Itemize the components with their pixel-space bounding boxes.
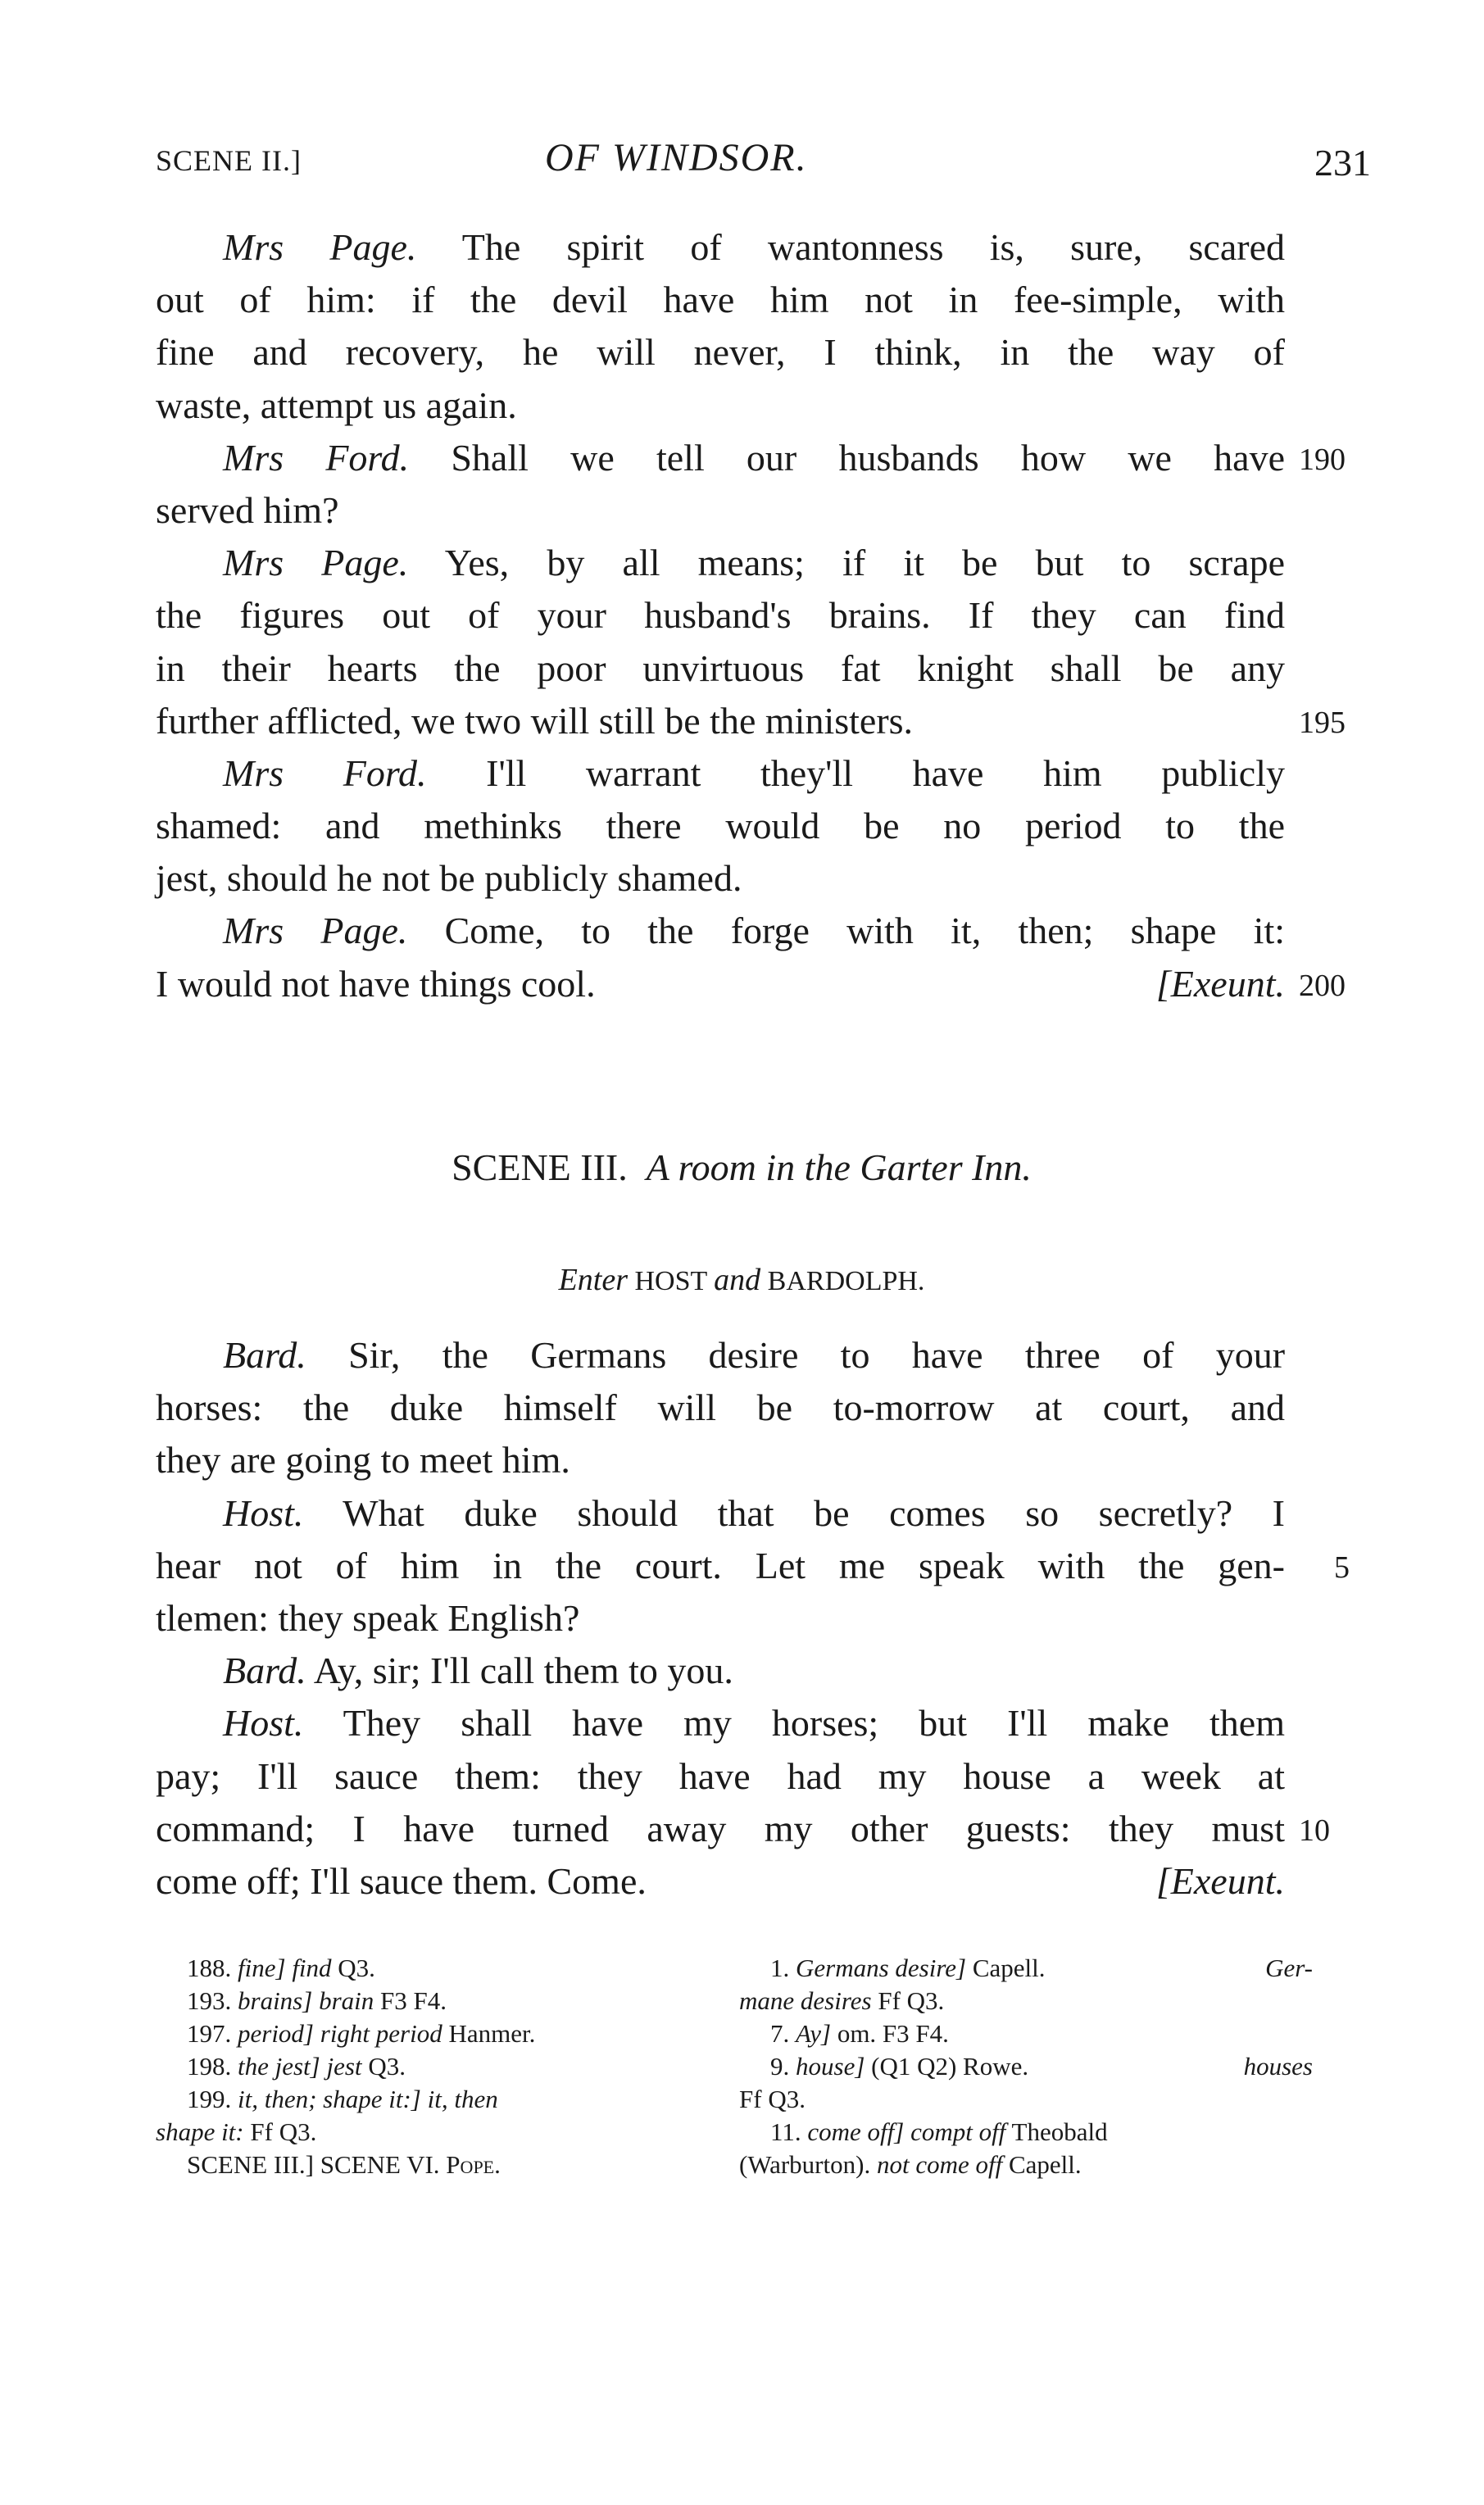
footnote-source: Ff Q3. xyxy=(739,2085,806,2113)
line-text: tlemen: they speak English? xyxy=(156,1596,580,1639)
scene-two-line xyxy=(156,852,1285,905)
line-content xyxy=(156,589,1285,642)
line-body xyxy=(156,852,742,905)
line-content xyxy=(156,379,1285,432)
footnote-line xyxy=(739,2149,1313,2181)
line-text: shamed: and methinks there would be no period to the xyxy=(156,805,1285,847)
line-text: out of him: if the devil have him not in fee-simple, with xyxy=(156,279,1285,321)
running-header-scene: SCENE II.] xyxy=(156,144,302,177)
footnote-tail: houses xyxy=(1243,2052,1313,2081)
line-content xyxy=(156,642,1285,695)
line-body xyxy=(156,1592,579,1645)
scene-three-line xyxy=(156,1803,1330,1855)
scene-two-line xyxy=(156,484,1285,537)
footnote-reading: it, then xyxy=(427,2085,498,2113)
footnote-tail: Ger- xyxy=(1265,1954,1313,1982)
footnote-line xyxy=(156,1985,713,2017)
line-content xyxy=(156,695,1285,747)
line-text: What duke should that be comes so secretly? I xyxy=(343,1491,1286,1534)
footnote-line xyxy=(156,1952,713,1985)
scene-two-line xyxy=(156,274,1285,326)
footnote-line xyxy=(739,1952,1313,1985)
footnotes-right-column xyxy=(739,1952,1313,2181)
footnote-line xyxy=(156,2149,713,2181)
scene-three-line xyxy=(156,1697,1285,1749)
line-body xyxy=(156,589,1285,642)
line-content xyxy=(156,274,1285,326)
speaker-name: Bard. xyxy=(223,1650,306,1692)
line-text: the figures out of your husband's brains. If they can find xyxy=(156,594,1285,637)
line-text: I'll warrant they'll have him publicly xyxy=(486,751,1286,794)
line-body xyxy=(156,800,1285,852)
stage-direction-enter xyxy=(156,1262,1327,1298)
footnote-reading: find xyxy=(292,1954,332,1982)
speaker-name: Host. xyxy=(223,1702,304,1745)
line-body xyxy=(156,326,1285,379)
line-content xyxy=(223,1697,1285,1749)
footnote-number: 197. xyxy=(187,2019,232,2048)
stage-direction: [Exeunt. xyxy=(1155,962,1285,1005)
footnote-source: om. F3 F4. xyxy=(837,2019,949,2048)
line-content xyxy=(156,1592,1285,1645)
footnote-lemma: house] xyxy=(796,2052,865,2081)
footnote-reading: shape it: xyxy=(156,2117,244,2146)
line-content xyxy=(223,537,1285,589)
scene-two-line xyxy=(156,958,1346,1010)
footnote-source: Q3. xyxy=(338,1954,375,1982)
line-text: they are going to meet him. xyxy=(156,1439,570,1482)
scene-two-line xyxy=(156,642,1285,695)
line-text: Sir, the Germans desire to have three of your xyxy=(348,1334,1286,1376)
footnote-number: 1. xyxy=(770,1954,790,1982)
scene-three-line xyxy=(156,1645,1285,1697)
footnote-reading: not come off xyxy=(876,2150,1003,2179)
footnote-line xyxy=(156,2017,713,2050)
scene-three-line xyxy=(156,1540,1350,1592)
line-text: further afflicted, we two will still be the ministers. xyxy=(156,699,914,742)
line-content xyxy=(156,326,1285,379)
footnote-lemma: the jest] xyxy=(238,2052,320,2081)
scene-three-label: SCENE III. xyxy=(452,1146,628,1188)
line-content xyxy=(223,905,1285,957)
scene-three-line xyxy=(156,1382,1285,1434)
line-content xyxy=(156,484,1285,537)
line-text: in their hearts the poor unvirtuous fat knight shall be any xyxy=(156,647,1285,689)
footnote-source: F3 F4. xyxy=(380,1986,447,2015)
line-text: horses: the duke himself will be to-morrow at court, and xyxy=(156,1386,1285,1429)
footnote-source: Capell. xyxy=(1008,2150,1082,2179)
line-content xyxy=(156,1540,1285,1592)
line-text: Yes, by all means; if it be but to scrape xyxy=(444,542,1285,584)
line-body xyxy=(156,1855,647,1908)
scene-two-line xyxy=(156,326,1285,379)
footnote-source: Q3. xyxy=(368,2052,406,2081)
line-body xyxy=(156,695,913,747)
footnote-source: Theobald xyxy=(1011,2117,1108,2146)
scene-two-line xyxy=(156,747,1285,800)
footnotes-left-column xyxy=(156,1952,713,2181)
enter-word: Enter xyxy=(558,1263,628,1297)
footnote-line xyxy=(156,2050,713,2083)
scene-three-heading xyxy=(156,1146,1327,1189)
line-body xyxy=(223,537,1285,589)
line-text: I would not have things cool. xyxy=(156,962,596,1005)
speaker-name: Mrs Page. xyxy=(223,910,408,952)
line-content xyxy=(223,1645,1285,1697)
footnote-source: Ff Q3. xyxy=(250,2117,317,2146)
scene-three-line xyxy=(156,1329,1285,1382)
scene-three-line xyxy=(156,1434,1285,1486)
footnote-reading: compt off xyxy=(910,2117,1006,2146)
speaker-name: Mrs Ford. xyxy=(223,751,427,794)
line-text: command; I have turned away my other guests: they must xyxy=(156,1807,1285,1849)
enter-bardolph: BARDOLPH. xyxy=(767,1266,925,1296)
footnote-source: SCENE VI. Pope. xyxy=(320,2150,501,2179)
scene-two-line xyxy=(156,589,1285,642)
line-content xyxy=(156,1803,1285,1855)
line-text: hear not of him in the court. Let me speak with the gen- xyxy=(156,1544,1285,1586)
line-content xyxy=(156,1750,1285,1803)
footnote-lemma: period] xyxy=(238,2019,314,2048)
line-content xyxy=(223,1329,1285,1382)
scene-three-text xyxy=(156,1329,1350,1908)
running-header-title: OF WINDSOR. xyxy=(545,136,808,179)
line-body xyxy=(156,1434,570,1486)
line-number: 200 xyxy=(1299,968,1346,1003)
line-body xyxy=(156,379,517,432)
footnote-line xyxy=(739,2017,1313,2050)
line-body xyxy=(223,905,1285,957)
line-number: 10 xyxy=(1299,1813,1330,1848)
line-body xyxy=(156,1803,1285,1855)
line-content xyxy=(156,1382,1285,1434)
line-body xyxy=(223,1697,1285,1749)
footnote-line xyxy=(739,2116,1313,2149)
footnote-lemma: come off] xyxy=(807,2117,905,2146)
scene-two-line xyxy=(156,221,1285,274)
speaker-name: Mrs Page. xyxy=(223,226,417,268)
footnote-number: 198. xyxy=(187,2052,232,2081)
footnote-lemma: Ay] xyxy=(796,2019,832,2048)
scene-three-line xyxy=(156,1592,1285,1645)
line-body xyxy=(223,432,1285,484)
line-content xyxy=(223,747,1285,800)
stage-direction: [Exeunt. xyxy=(1155,1859,1285,1902)
scene-two-line xyxy=(156,537,1285,589)
footnote-line xyxy=(739,1985,1313,2017)
enter-and: and xyxy=(714,1263,761,1297)
footnote-source: Capell. xyxy=(972,1954,1046,1982)
line-text: waste, attempt us again. xyxy=(156,383,517,426)
footnote-reading: jest xyxy=(326,2052,362,2081)
speaker-name: Mrs Page. xyxy=(223,542,409,584)
line-body xyxy=(223,1329,1285,1382)
line-text: Ay, sir; I'll call them to you. xyxy=(313,1650,733,1692)
footnote-lemma: fine] xyxy=(238,1954,286,1982)
footnote-line xyxy=(156,2116,713,2149)
footnote-lemma: Germans desire] xyxy=(796,1954,967,1982)
line-text: pay; I'll sauce them: they have had my house a week at xyxy=(156,1754,1285,1797)
line-body xyxy=(223,747,1285,800)
line-body xyxy=(156,958,596,1010)
scene-three-line xyxy=(156,1750,1285,1803)
enter-host: HOST xyxy=(634,1266,707,1296)
speaker-name: Bard. xyxy=(223,1334,306,1376)
line-body xyxy=(156,1382,1285,1434)
footnote-number: 9. xyxy=(770,2052,790,2081)
line-text: jest, should he not be publicly shamed. xyxy=(156,857,742,900)
line-content xyxy=(223,1487,1285,1540)
line-content xyxy=(223,221,1285,274)
line-content xyxy=(156,958,1285,1010)
line-body xyxy=(223,221,1285,274)
line-text: come off; I'll sauce them. Come. xyxy=(156,1859,647,1902)
scene-three-location: A room in the Garter Inn. xyxy=(646,1146,1032,1188)
line-body xyxy=(223,1645,733,1697)
footnote-number: 193. xyxy=(187,1986,232,2015)
footnote-line xyxy=(156,2083,713,2116)
scene-two-text xyxy=(156,221,1346,1010)
footnote-source: Hanmer. xyxy=(448,2019,536,2048)
footnote-line xyxy=(739,2050,1313,2083)
footnote-lemma: SCENE III.] xyxy=(187,2150,314,2179)
footnote-reading: brain xyxy=(319,1986,374,2015)
scene-two-line xyxy=(156,379,1285,432)
line-text: Come, to the forge with it, then; shape it: xyxy=(444,910,1285,952)
scene-three-line xyxy=(156,1855,1285,1908)
line-text: fine and recovery, he will never, I think, in the way of xyxy=(156,331,1285,374)
speaker-name: Host. xyxy=(223,1491,304,1534)
footnote-number: 11. xyxy=(770,2117,801,2146)
line-text: The spirit of wantonness is, sure, scared xyxy=(461,226,1285,268)
line-content xyxy=(223,432,1285,484)
footnote-source: (Q1 Q2) Rowe. xyxy=(871,2052,1029,2081)
footnote-reading: mane desires xyxy=(739,1986,872,2015)
footnote-lemma: brains] xyxy=(238,1986,313,2015)
footnote-source: (Warburton). xyxy=(739,2150,871,2179)
line-content xyxy=(156,1855,1285,1908)
scene-two-line xyxy=(156,695,1346,747)
line-number: 5 xyxy=(1334,1550,1350,1585)
footnote-source: Ff Q3. xyxy=(878,1986,945,2015)
line-content xyxy=(156,1434,1285,1486)
scene-two-line xyxy=(156,800,1285,852)
line-content xyxy=(156,800,1285,852)
line-body xyxy=(156,642,1285,695)
footnote-number: 188. xyxy=(187,1954,232,1982)
scene-three-line xyxy=(156,1487,1285,1540)
footnote-number: 7. xyxy=(770,2019,790,2048)
speaker-name: Mrs Ford. xyxy=(223,436,410,479)
line-body xyxy=(156,274,1285,326)
scene-two-line xyxy=(156,432,1346,484)
line-number: 195 xyxy=(1299,705,1346,740)
line-content xyxy=(156,852,1285,905)
footnote-number: 199. xyxy=(187,2085,232,2113)
line-body xyxy=(156,1750,1285,1803)
line-text: They shall have my horses; but I'll make them xyxy=(343,1702,1285,1745)
line-body xyxy=(156,484,339,537)
footnote-lemma: it, then; shape it:] xyxy=(238,2085,421,2113)
line-text: Shall we tell our husbands how we have xyxy=(451,436,1285,479)
line-number: 190 xyxy=(1299,442,1346,477)
line-body xyxy=(156,1540,1285,1592)
page-number: 231 xyxy=(1314,142,1371,184)
footnote-reading: right period xyxy=(320,2019,442,2048)
line-text: served him? xyxy=(156,488,339,531)
line-body xyxy=(223,1487,1285,1540)
scene-two-line xyxy=(156,905,1285,957)
footnote-line xyxy=(739,2083,1313,2116)
